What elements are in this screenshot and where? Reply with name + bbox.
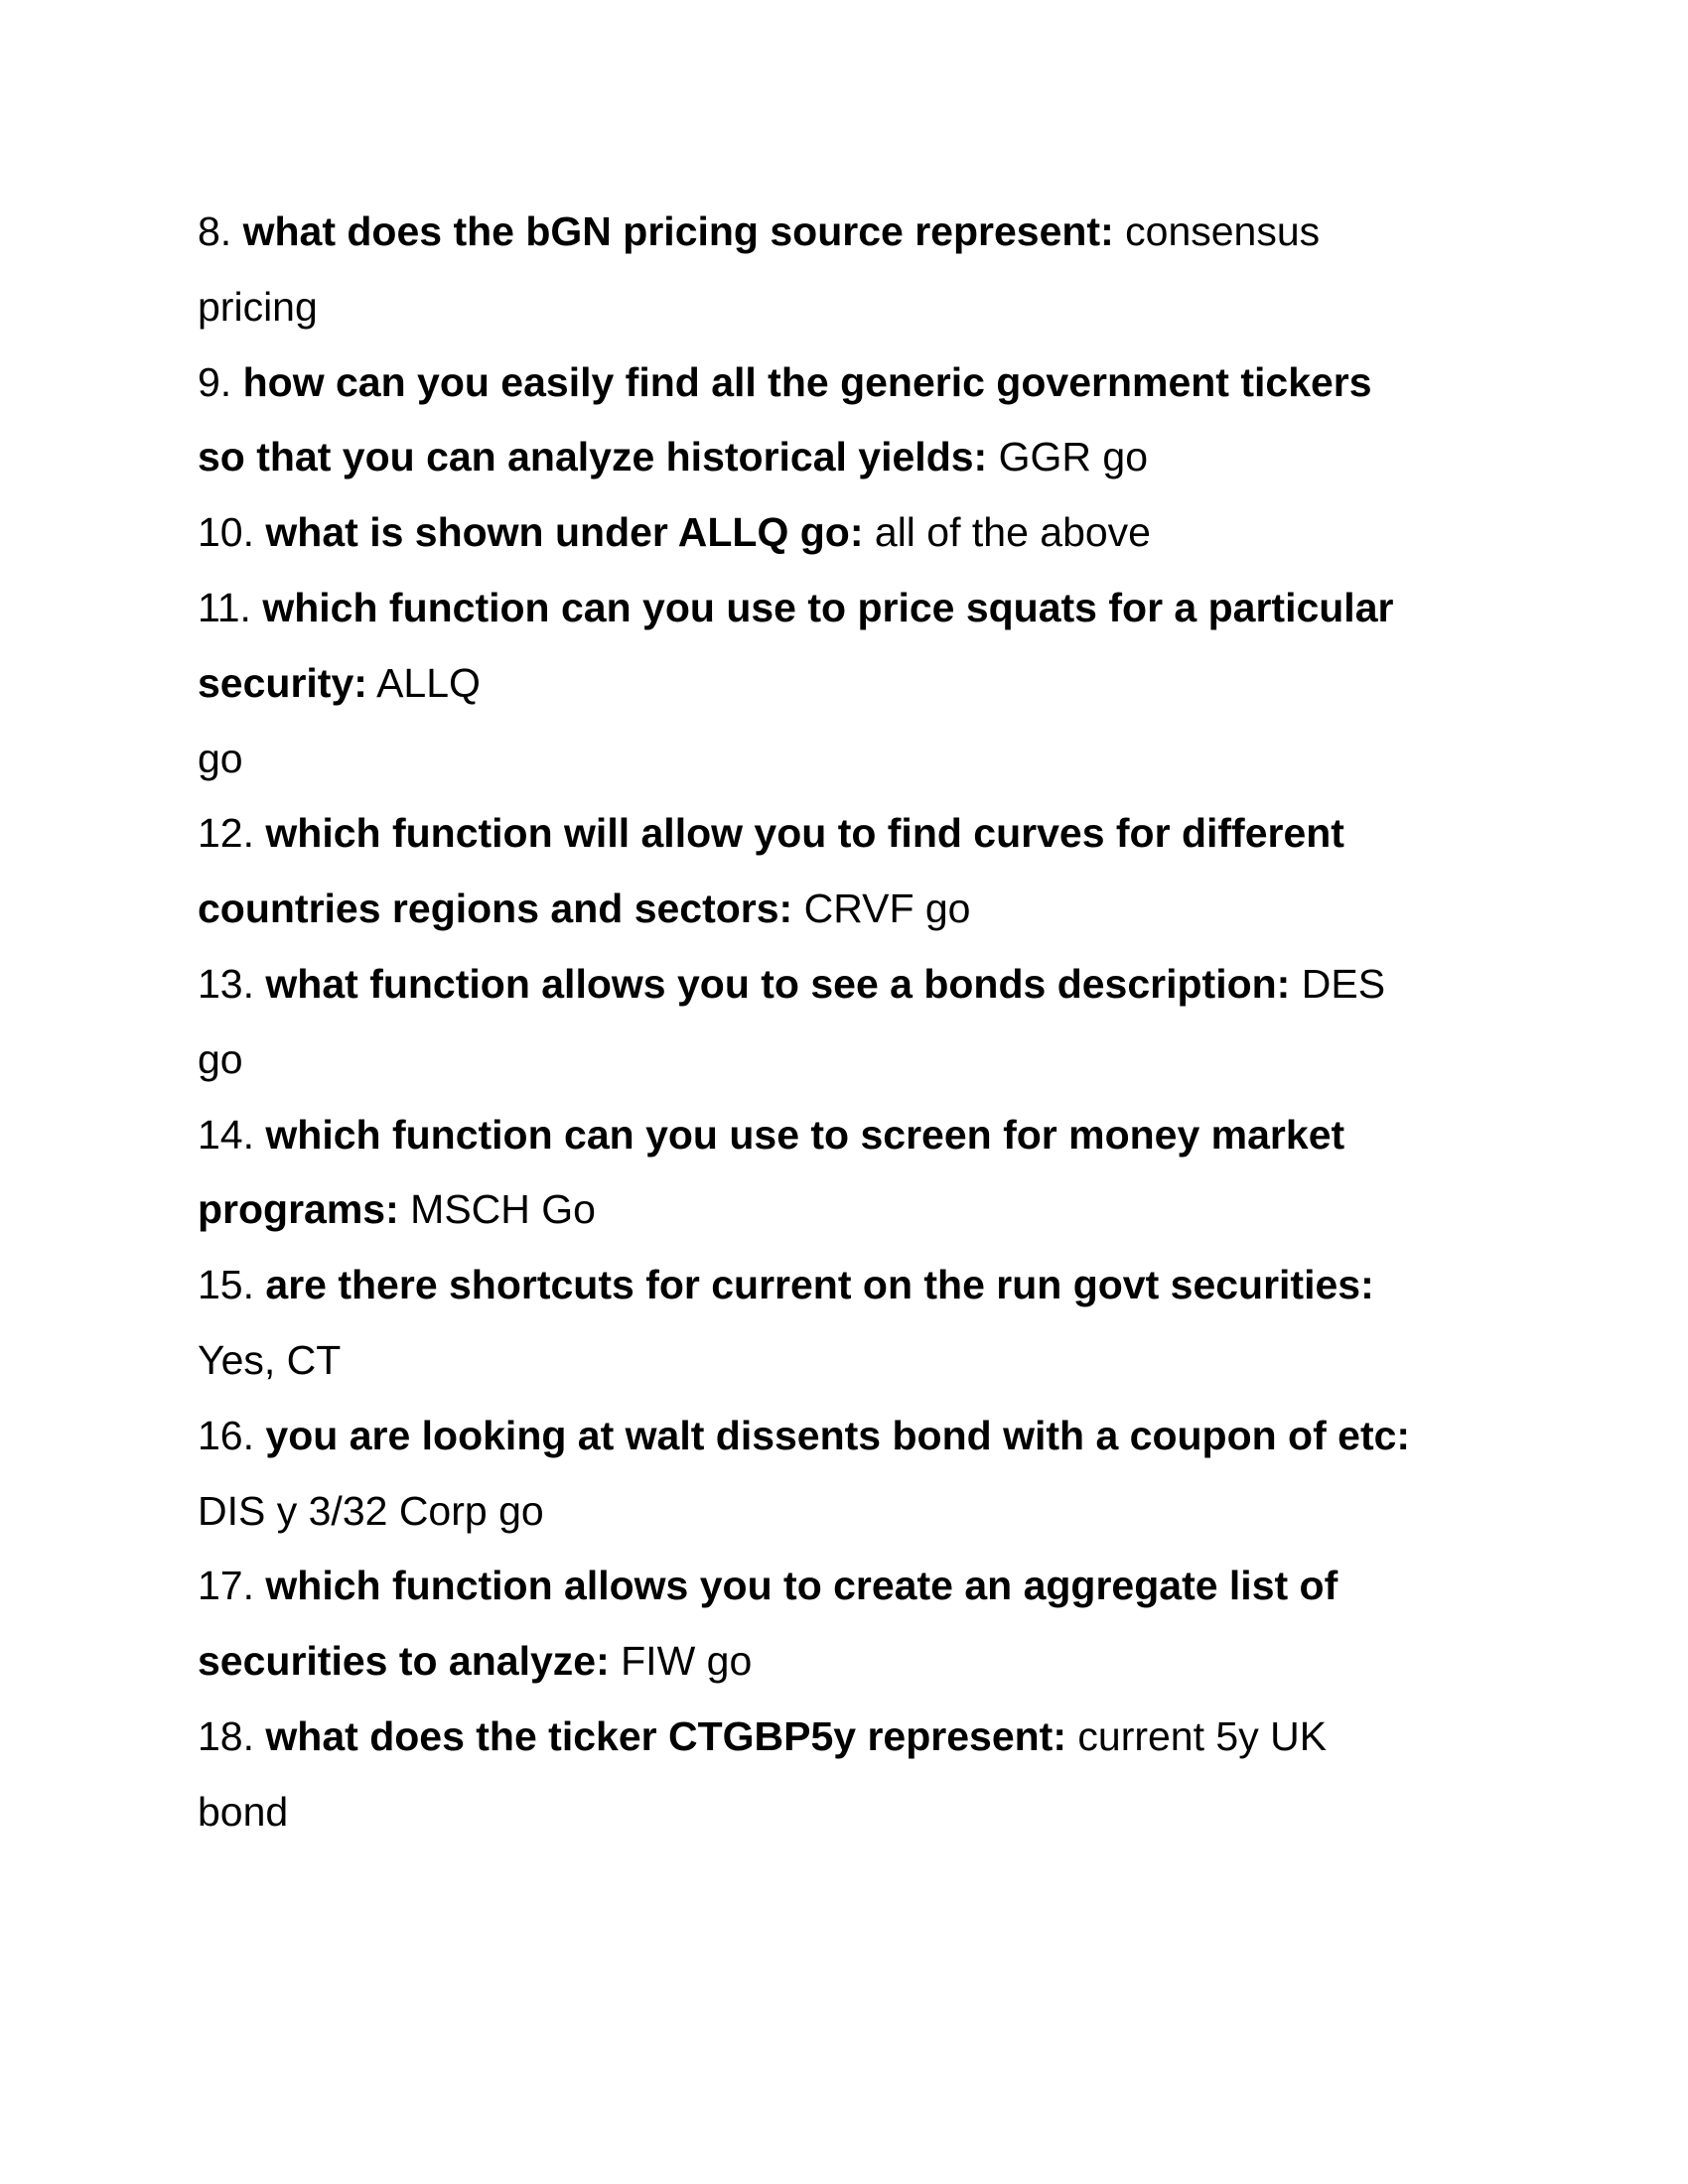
qa-item-16 <box>198 1399 1508 1550</box>
question-text: which function can you use to price squats for a particular <box>262 584 1394 630</box>
item-number: 12. <box>198 810 254 857</box>
item-number: 9. <box>198 358 232 405</box>
answer-text-continued: go <box>198 1035 243 1082</box>
answer-text: all of the above <box>874 509 1151 556</box>
question-text: what does the ticker CTGBP5y represent: <box>265 1712 1066 1759</box>
qa-item-13 <box>198 947 1508 1098</box>
item-number: 11. <box>198 584 251 630</box>
qa-item-18 <box>198 1700 1508 1850</box>
question-text: what does the bGN pricing source represent: <box>242 208 1114 254</box>
document-page <box>198 195 1508 1850</box>
question-text-continued: so that you can analyze historical yields: <box>198 434 988 480</box>
answer-text-continued: bond <box>198 1788 289 1835</box>
qa-item-15 <box>198 1248 1508 1399</box>
question-text: you are looking at walt dissents bond with a coupon of etc: <box>265 1412 1411 1458</box>
answer-text: MSCH Go <box>410 1186 596 1233</box>
question-text: which function allows you to create an aggregate list of <box>265 1563 1338 1609</box>
question-text: what function allows you to see a bonds description: <box>265 960 1291 1007</box>
answer-text: DIS y 3/32 Corp go <box>198 1487 544 1534</box>
question-text-continued: programs: <box>198 1186 399 1233</box>
item-number: 14. <box>198 1111 254 1158</box>
answer-text: consensus <box>1125 208 1321 254</box>
item-number: 15. <box>198 1262 254 1308</box>
qa-item-8 <box>198 195 1508 345</box>
qa-item-14 <box>198 1098 1508 1249</box>
qa-item-9 <box>198 345 1508 496</box>
answer-text: GGR go <box>998 434 1148 480</box>
answer-text: Yes, CT <box>198 1336 342 1383</box>
answer-text: ALLQ <box>376 659 481 706</box>
item-number: 17. <box>198 1563 254 1609</box>
question-text-continued: countries regions and sectors: <box>198 886 793 932</box>
question-text: which function can you use to screen for money market <box>265 1111 1345 1158</box>
question-text: what is shown under ALLQ go: <box>265 509 864 556</box>
question-text-continued: securities to analyze: <box>198 1638 610 1685</box>
item-number: 8. <box>198 208 232 254</box>
answer-text: CRVF go <box>803 886 971 932</box>
qa-item-10 <box>198 495 1508 571</box>
question-text: which function will allow you to find curves for different <box>265 810 1344 857</box>
question-text: are there shortcuts for current on the run govt securities: <box>265 1262 1374 1308</box>
qa-item-12 <box>198 796 1508 947</box>
item-number: 18. <box>198 1712 254 1759</box>
item-number: 13. <box>198 960 254 1007</box>
question-text-continued: security: <box>198 659 367 706</box>
answer-text: current 5y UK <box>1077 1712 1328 1759</box>
answer-text-continued: go <box>198 735 243 781</box>
qa-item-17 <box>198 1549 1508 1700</box>
item-number: 10. <box>198 509 254 556</box>
answer-text: FIW go <box>621 1638 753 1685</box>
qa-item-11 <box>198 571 1508 796</box>
item-number: 16. <box>198 1412 254 1458</box>
answer-text-continued: pricing <box>198 283 318 330</box>
question-text: how can you easily find all the generic government tickers <box>242 358 1372 405</box>
answer-text: DES <box>1301 960 1386 1007</box>
